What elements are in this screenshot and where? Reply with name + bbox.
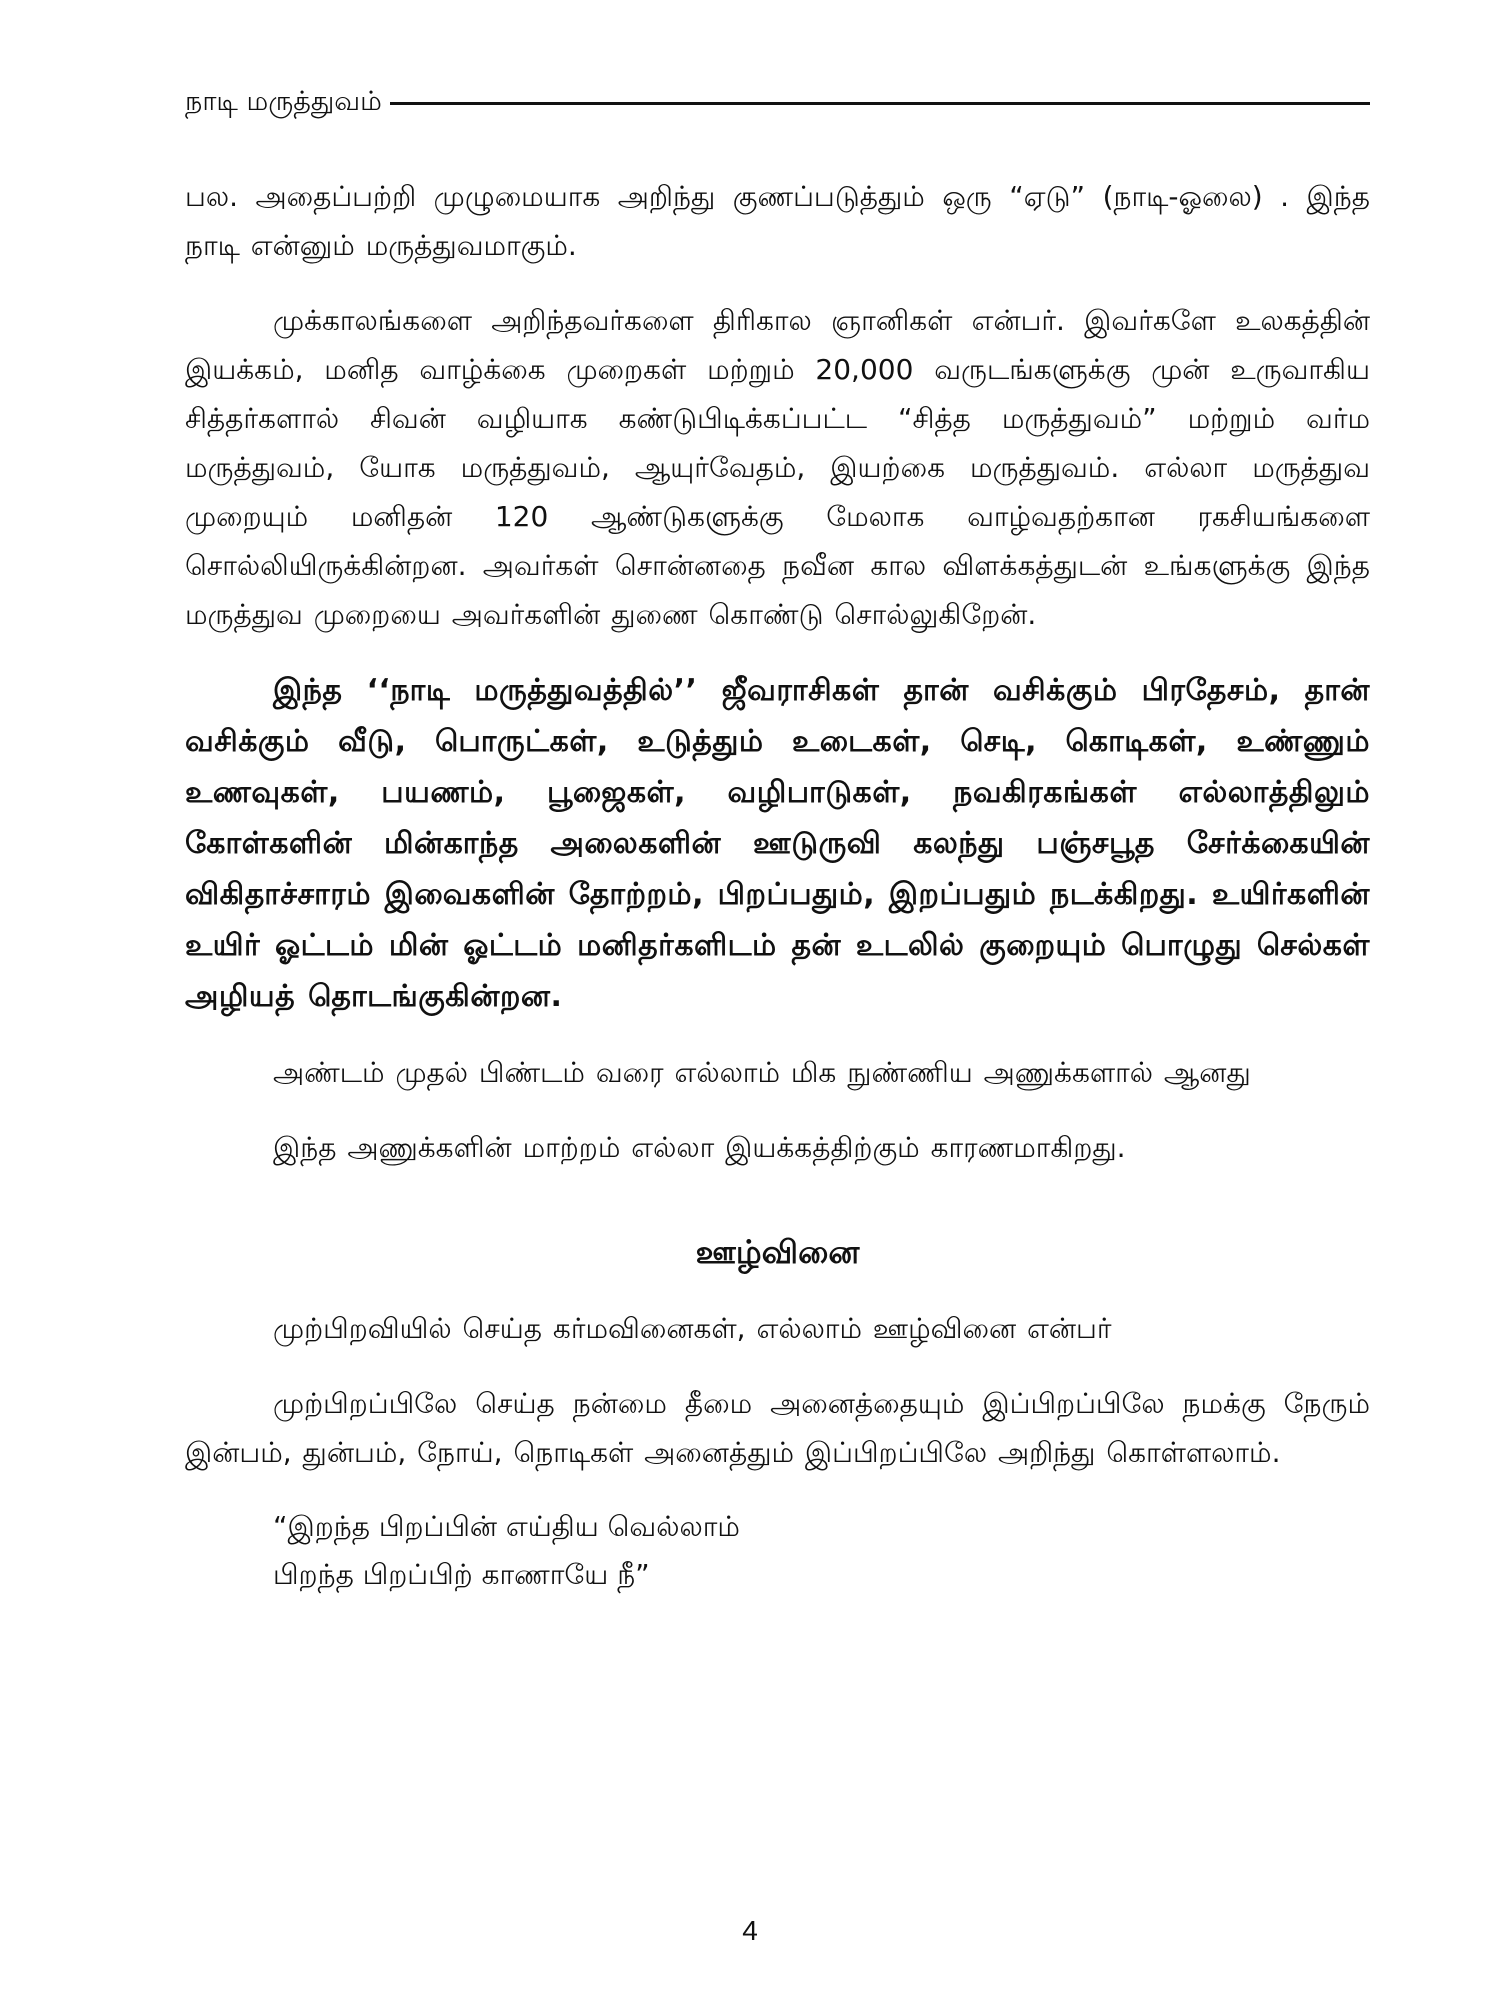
verse-quote xyxy=(185,1503,1370,1599)
section-heading: ஊழ்வினை xyxy=(695,1233,860,1271)
paragraph-nadi-medicine: இந்த ‘‘நாடி மருத்துவத்தில்’’ ஜீவராசிகள் தான் வசிக்கும் பிரதேசம், தான் வசிக்கும் வீடு, பொருட்கள், உடுத்தும் உடைகள், செடி, கொடிகள், உண்ணும் உணவுகள், பயணம், பூஜைகள், வழிபாடுகள், நவகிரகங்கள் எல்லாத்திலும் கோள்களின் மின்காந்த அலைகளின் ஊடுருவி கலந்து பஞ்சபூத சேர்க்கையின் விகிதாச்சாரம் இவைகளின் தோற்றம், பிறப்பதும், இறப்பதும் நடக்கிறது. உயிர்களின் உயிர் ஓட்டம் மின் ஓட்டம் மனிதர்களிடம் தன் உடலில் குறையும் பொழுது செல்கள் அழியத் தொடங்குகின்றன. xyxy=(185,673,1370,1014)
verse-line: பிறந்த பிறப்பிற் காணாயே நீ” xyxy=(273,1558,650,1591)
page-number: 4 xyxy=(742,1915,758,1946)
running-header xyxy=(185,88,1370,115)
paragraph-previous-birth: முற்பிறப்பிலே செய்த நன்மை தீமை அனைத்தையும் இப்பிறப்பிலே நமக்கு நேரும் இன்பம், துன்பம், நோய், நொடிகள் அனைத்தும் இப்பிறப்பிலே அறிந்து கொள்ளலாம். xyxy=(185,1387,1370,1469)
body-text xyxy=(185,172,1370,1599)
paragraph-atom-change: இந்த அணுக்களின் மாற்றம் எல்லா இயக்கத்திற்கும் காரணமாகிறது. xyxy=(273,1131,1126,1164)
paragraph-continuation: பல. அதைப்பற்றி முழுமையாக அறிந்து குணப்படுத்தும் ஒரு “ஏடு” (நாடி-ஓலை) . இந்த நாடி என்னும் மருத்துவமாகும். xyxy=(185,180,1370,262)
paragraph-karma: முற்பிறவியில் செய்த கர்மவினைகள், எல்லாம் ஊழ்வினை என்பர் xyxy=(273,1312,1112,1345)
paragraph-trikala-gnanis: முக்காலங்களை அறிந்தவர்களை திரிகால ஞானிகள் என்பர். இவர்களே உலகத்தின் இயக்கம், மனித வாழ்க்கை முறைகள் மற்றும் 20,000 வருடங்களுக்கு முன் உருவாகிய சித்தர்களால் சிவன் வழியாக கண்டுபிடிக்கப்பட்ட “சித்த மருத்துவம்” மற்றும் வர்ம மருத்துவம், யோக மருத்துவம், ஆயுர்வேதம், இயற்கை மருத்துவம். எல்லா மருத்துவ முறையும் மனிதன் 120 ஆண்டுகளுக்கு மேலாக வாழ்வதற்கான ரகசியங்களை சொல்லியிருக்கின்றன. அவர்கள் சொன்னதை நவீன கால விளக்கத்துடன் உங்களுக்கு இந்த மருத்துவ முறையை அவர்களின் துணை கொண்டு சொல்லுகிறேன். xyxy=(185,304,1370,631)
verse-line: “இறந்த பிறப்பின் எய்திய வெல்லாம் xyxy=(273,1510,740,1543)
running-title: நாடி மருத்துவம் xyxy=(185,86,382,117)
paragraph-atoms: அண்டம் முதல் பிண்டம் வரை எல்லாம் மிக நுண்ணிய அணுக்களால் ஆனது xyxy=(273,1056,1251,1089)
header-rule xyxy=(390,102,1370,105)
